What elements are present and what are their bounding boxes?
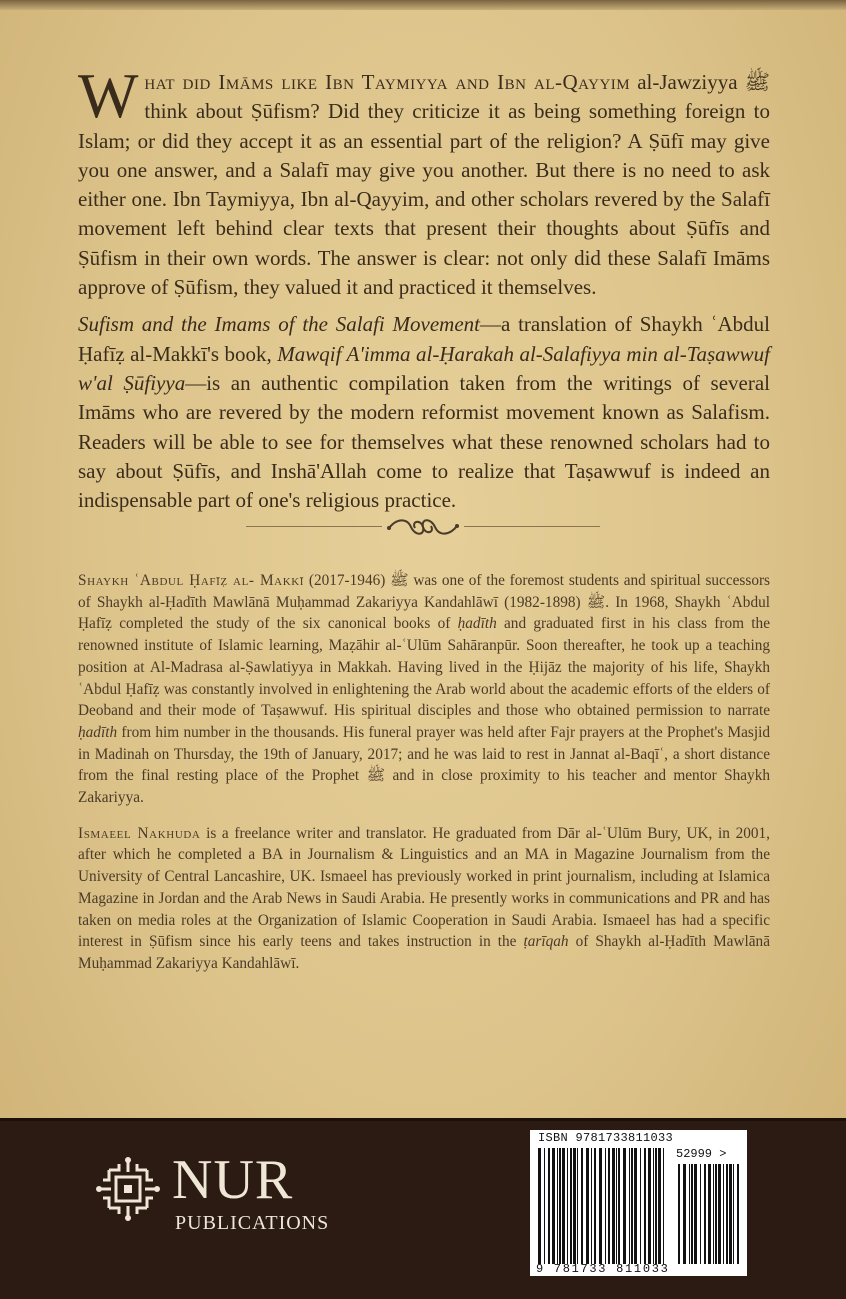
bio-text: ﷺ (1946-2017) was one of the foremost students and spiritual successors of Shaykh al-Ḥadīth Mawlānā Muḥammad Zakariyya Kandahlāwī ﷺ (1898-1982). In 1968, Shaykh ʿAbdul Ḥafīẓ completed the study of the six canonical books of [78,572,771,633]
bio-italic: ḥadīth [457,615,497,633]
blurb-text: —a translation of Shaykh ʿAbdul Ḥafīẓ al-Makkī's book, [78,312,771,366]
bio-text: of Shaykh al-Ḥadīth Mawlānā Muḥammad Zakariyya Kandahlāwī. [78,933,770,972]
geometric-knot-logo-icon [95,1156,161,1222]
bio-italic: ḥadīth [78,723,118,741]
bio-text: from him number in the thousands. His funeral prayer was held after Fajr prayers at the Prophet's Masjid in Madinah on Thursday, the 19th of January, 2017; and he was laid to rest in Jannat al-Baqīʿ, a short distance from the final resting place of the Prophet ﷺ and in close proximity to his teacher and mentor Shaykh Zakariyya. [78,723,770,807]
author-bios [78,570,770,975]
blurb-lead: hat did Imāms like Ibn Taymiyya and Ibn al-Qayyim [144,70,631,94]
book-title: Sufism and the Imams of the Salafi Movement [78,312,480,337]
drop-cap: W [78,60,139,131]
price-code: 52999 > [676,1147,727,1161]
bio-text: and graduated first in his class from the renowned institute of Islamic learning, Maẓāhir al-ʿUlūm Sahāranpūr. Soon thereafter, he took up a teaching position at Al-Madrasa al-Ṣawlatiyya in Makkah. Having lived in the Ḥijāz the majority of his life, Shaykh ʿAbdul Ḥafīẓ was constantly involved in enlightening the Arab world about the academic efforts of the elders of Deoband and their mode of Taṣawwuf. His spiritual disciples and those who obtained permission to narrate [78,615,770,720]
band-edge [0,1118,846,1121]
divider [246,526,382,527]
blurb-text: al-Jawziyya ﷺ think about Ṣūfism? Did they criticize it as being something foreign to Islam; or did they accept it as an essential part of the religion? A Ṣūfī may give you one answer, and a Salafī may give you another. But there is no need to ask either one. Ibn Taymiyya, Ibn al-Qayyim, and other scholars revered by the Salafī movement left behind clear texts that present their thoughts about Ṣūfīs and Ṣūfism in their own words. The answer is clear: not only did these Salafī Imāms approve of Ṣūfism, they valued it and practiced it themselves. [78,70,770,300]
cover-top-edge [0,0,846,10]
original-book-title: Mawqif A'imma al-Ḥarakah al-Salafiyya min al-Taṣawwuf w'al Ṣūfiyya [78,341,770,395]
barcode-addon-icon [678,1164,740,1264]
author-bio [78,570,770,809]
blurb-text: —is an authentic compilation taken from the writings of several Imāms who are revered by the modern reformist movement known as Salafism. Readers will be able to see for themselves what these renowned scholars had to say about Ṣūfīs, and Inshā'Allah come to realize that Taṣawwuf is indeed an indispensable part of one's religious practice. [78,370,770,513]
publisher-name: NUR [172,1149,294,1211]
barcode-icon [538,1148,668,1264]
blurb-paragraph-2 [78,310,770,515]
isbn-text: ISBN 9781733811033 [538,1131,674,1145]
translator-bio [78,823,770,975]
bio-text: is a freelance writer and translator. He graduated from Dār al-ʿUlūm Bury, UK, in 2001, after which he completed a BA in Journalism & Linguistics and an MA in Magazine Journalism from the University of Central Lancashire, UK. Ismaeel has previously worked in print journalism, including at Islamica Magazine in Jordan and the Arab News in Saudi Arabia. He presently works in communications and PR and has taken on media roles at the Organization of Islamic Cooperation in Saudi Arabia. Ismaeel has had a specific interest in Ṣūfism since his early teens and takes instruction in the [78,824,770,951]
barcode-digits: 9 781733 811033 [536,1262,670,1276]
publisher-subtitle: PUBLICATIONS [175,1212,330,1234]
bio-italic: ṭarīqah [523,933,569,951]
translator-name: Ismaeel Nakhuda [78,824,201,842]
author-name: Shaykh ʿAbdul Ḥafīẓ al- Makkī [78,572,305,589]
divider [464,526,600,527]
blurb-paragraph-1 [78,60,770,302]
blurb [78,60,771,515]
flourish-ornament-icon [385,514,461,540]
